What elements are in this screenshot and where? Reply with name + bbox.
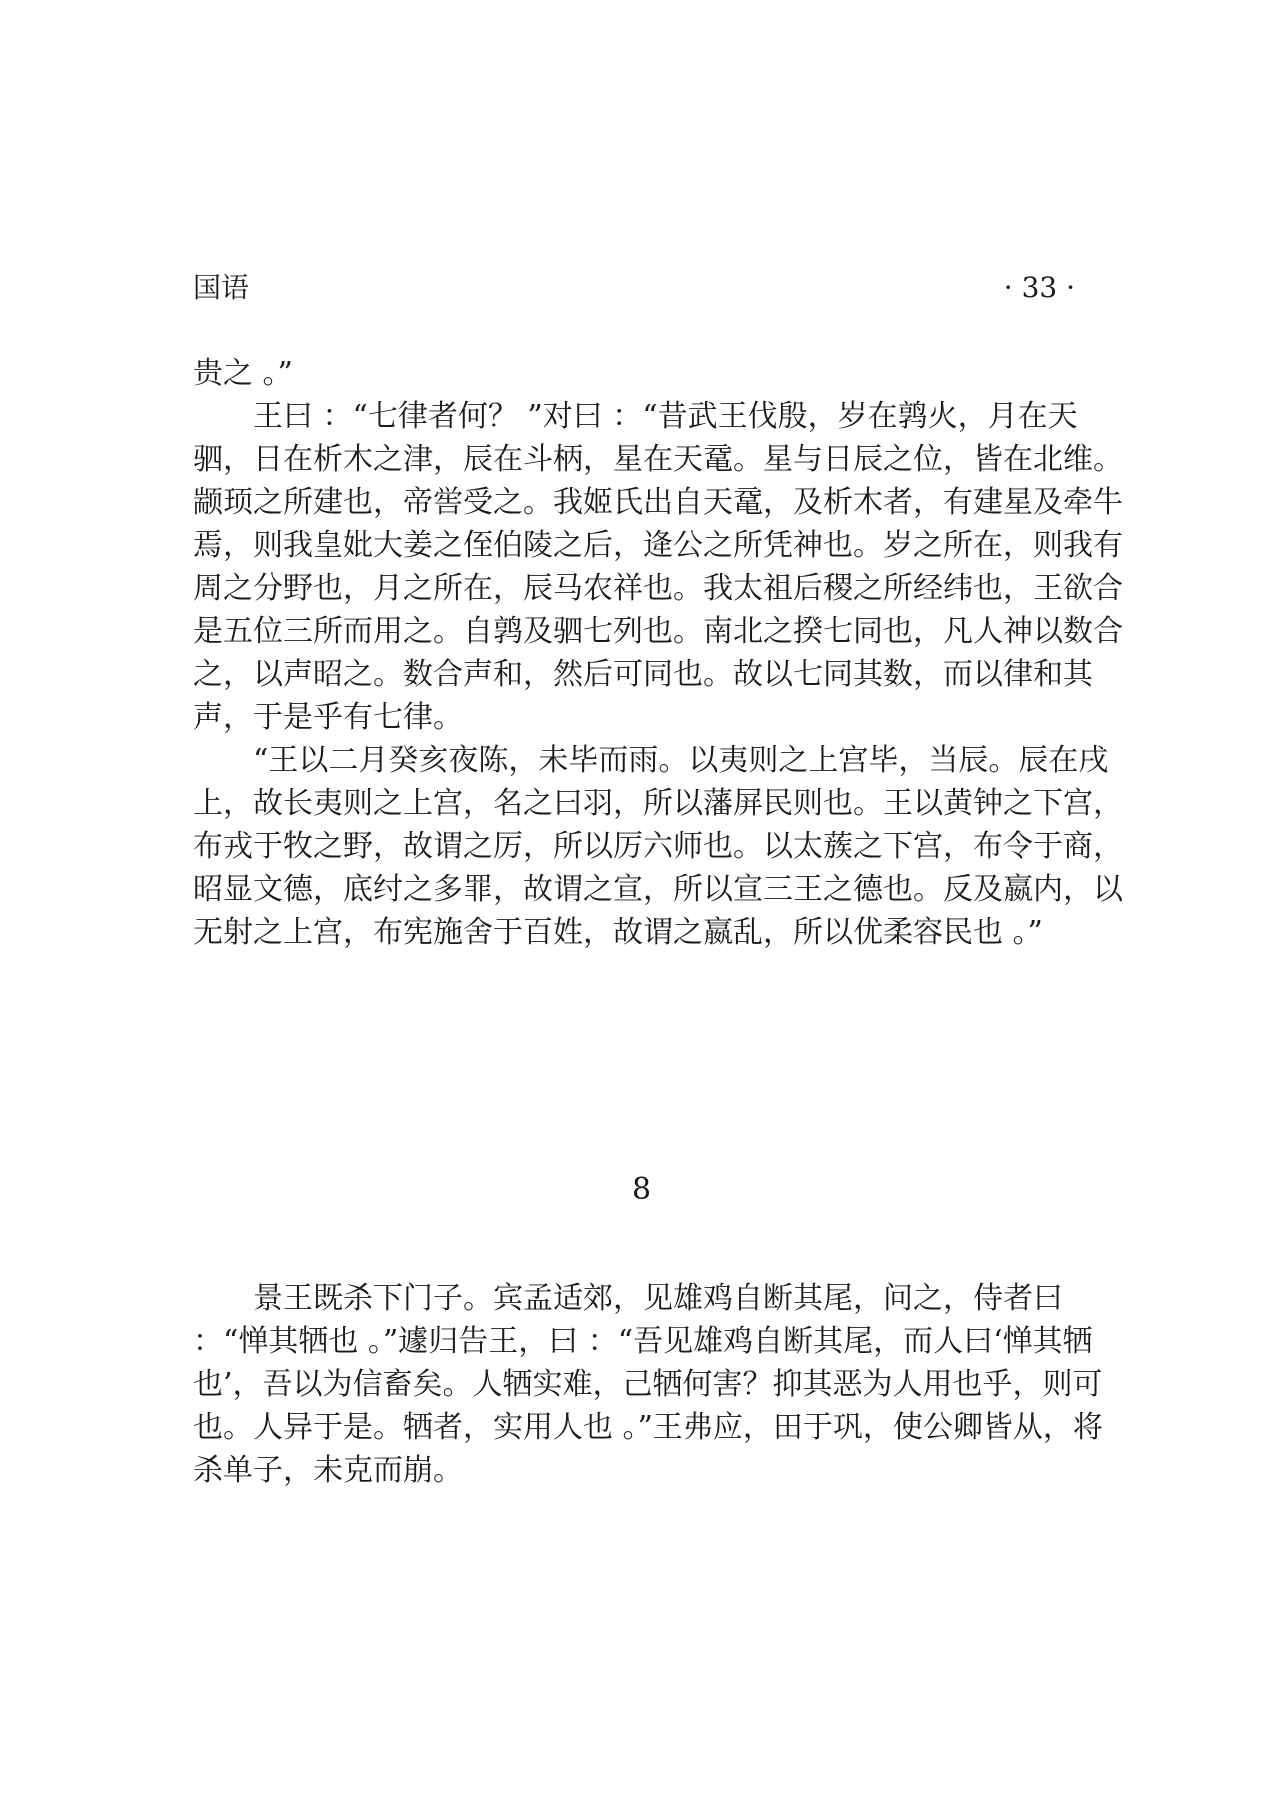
paragraph-seven-pitches: 王曰 ：“七律者何？ ”对曰 ：“昔武王伐殷，岁在鹑火，月在天驷，日在析木之津，辰在斗柄，星在天鼋。星与日辰之位，皆在北维。颛顼之所建也，帝喾受之。我姬氏出自天鼋，及析木者，有建星及牵牛焉，则我皇妣大姜之侄伯陵之后，逄公之所凭神也。岁之所在，则我有周之分野也，月之所在，辰马农祥也。我太祖后稷之所经纬也，王欲合是五位三所而用之。自鹑及驷七列也。南北之揆七同也，凡人神以数合之，以声昭之。数合声和，然后可同也。故以七同其数，而以律和其声，于是乎有七律。 — [193, 399, 1123, 735]
page-number: · 33 · — [1003, 271, 1075, 304]
running-header — [193, 266, 1075, 310]
paragraph-king-jing: 景王既杀下门子。宾孟适郊，见雄鸡自断其尾，问之，侍者曰 ：“惮其牺也 。”遽归告王，曰 ：“吾见雄鸡自断其尾，而人曰‘惮其牺也’，吾以为信畜矣。人牺实难，己牺何害？抑其恶为人用也乎，则可也。人异于是。牺者，实用人也 。”王弗应，田于巩，使公卿皆从，将杀单子，未克而崩。 — [193, 1281, 1103, 1488]
paragraph-continuation: 贵之 。” — [193, 356, 293, 391]
section-8-body — [193, 1277, 1123, 1492]
section-7-body — [193, 352, 1123, 954]
section-number: 8 — [631, 1172, 652, 1207]
book-title: 国语 — [193, 271, 250, 304]
paragraph-king-deployment: “王以二月癸亥夜陈，未毕而雨。以夷则之上宫毕，当辰。辰在戌上，故长夷则之上宫，名之曰羽，所以藩屏民则也。王以黄钟之下宫，布戎于牧之野，故谓之厉，所以厉六师也。以太蔟之下宫，布令于商，昭显文德，底纣之多罪，故谓之宣，所以宣三王之德也。反及嬴内，以无射之上宫，布宪施舍于百姓，故谓之嬴乱，所以优柔容民也 。” — [193, 743, 1123, 950]
